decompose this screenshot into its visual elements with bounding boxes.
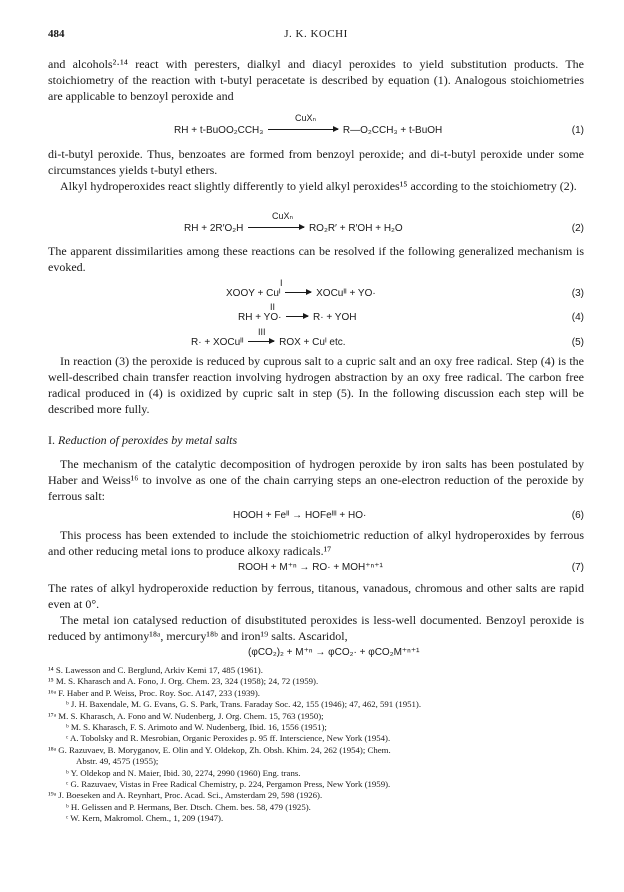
- reaction-arrow-icon: [285, 292, 311, 293]
- equation-1: [48, 113, 584, 143]
- footnote-line: ᵇ J. H. Baxendale, M. G. Evans, G. S. Park, Trans. Faraday Soc. 42, 155 (1946); 47, 462, 591 (1951).: [66, 699, 422, 710]
- footnote-line: ¹⁶ᵃ F. Haber and P. Weiss, Proc. Roy. Soc. A147, 233 (1939).: [48, 687, 260, 698]
- equation-2-right: RO₂R′ + R′OH + H₂O: [308, 223, 403, 234]
- equation-5-step: III: [258, 327, 266, 337]
- equation-3-number: (3): [571, 288, 584, 299]
- equation-3: [48, 278, 584, 302]
- equation-4-step: II: [270, 302, 276, 312]
- equation-2-number: (2): [571, 223, 584, 234]
- paragraph-9: The metal ion catalysed reduction of disubstituted peroxides is less-well documented. Benzoyl peroxide is reduced by antimony¹⁸ᵃ, mercury¹⁸ᵇ and iron¹⁹ salts. Ascaridol,: [48, 613, 584, 643]
- reaction-arrow-icon: [286, 316, 308, 317]
- paragraph-5: In reaction (3) the peroxide is reduced by cuprous salt to a cupric salt and an oxy free radical. Step (4) is the well-described chain transfer reaction involving hydrogen abstraction by an oxy free radical. The carbon free radical produced in (4) is oxidized by cupric salt in step (5). In the following discussion each step will be described more fully.: [48, 354, 584, 416]
- footnote-line: ᶜ W. Kern, Makromol. Chem., 1, 209 (1947).: [66, 813, 224, 824]
- paragraph-1: and alcohols²·¹⁴ react with peresters, dialkyl and diacyl peroxides to yield substitution products. The stoichiometry of the reaction with t-butyl peracetate is described by equation (1). Analogous stoichiometries are applicable to benzoyl peroxide and: [48, 57, 584, 103]
- footnote-line: ᵇ H. Gelissen and P. Hermans, Ber. Dtsch. Chem. bes. 58, 479 (1925).: [66, 801, 311, 812]
- equation-4-right: R· + YOH: [313, 312, 357, 323]
- equation-2-catalyst: CuXₙ: [272, 211, 294, 221]
- equation-5-number: (5): [571, 337, 584, 348]
- paragraph-7: This process has been extended to include the stoichiometric reduction of alkyl hydroperoxides by ferrous and other reducing metal ions to produce alkoxy radicals.¹⁷: [48, 528, 584, 558]
- footnote-line: ¹⁵ M. S. Kharasch and A. Fono, J. Org. Chem. 23, 324 (1958); 24, 72 (1959).: [48, 676, 319, 687]
- equation-7-text: ROOH + M⁺ⁿ → RO· + MOH⁺ⁿ⁺¹: [238, 562, 383, 573]
- section-number: I.: [48, 433, 55, 447]
- equation-3-right: XOCuᴵᴵ + YO·: [316, 288, 376, 299]
- paragraph-3: Alkyl hydroperoxides react slightly differently to yield alkyl peroxides¹⁵ according to the stoichiometry (2).: [60, 179, 577, 193]
- equation-1-right: R—O₂CCH₃ + t-BuOH: [342, 125, 443, 136]
- footnote-line: ¹⁴ S. Lawesson and C. Berglund, Arkiv Kemi 17, 485 (1961).: [48, 665, 263, 675]
- paragraph-6: The mechanism of the catalytic decomposition of hydrogen peroxide by iron salts has been postulated by Haber and Weiss¹⁶ to involve as one of the chain carrying steps an one-electron reduction of the peroxide by ferrous salt:: [48, 457, 584, 503]
- equation-2-left: RH + 2R′O₂H: [184, 223, 244, 234]
- equation-1-left: RH + t-BuOO₂CCH₃: [174, 125, 264, 136]
- running-title: J. K. KOCHI: [284, 28, 348, 40]
- equation-2: [48, 211, 584, 241]
- equation-4: [48, 302, 584, 326]
- equation-5-left: R· + XOCuᴵᴵ: [191, 337, 244, 348]
- equation-5-right: ROX + Cuᴵ etc.: [279, 337, 346, 348]
- equation-1-number: (1): [571, 125, 584, 136]
- equation-3-step: I: [280, 278, 283, 288]
- section-title: Reduction of peroxides by metal salts: [58, 433, 238, 447]
- equation-3-left: XOOY + Cuᴵ: [226, 288, 281, 299]
- equation-7-number: (7): [571, 562, 584, 573]
- footnote-line: ᶜ A. Tobolsky and R. Mesrobian, Organic Peroxides p. 95 ff. Interscience, New York (1954).: [66, 733, 391, 744]
- equation-6-number: (6): [571, 510, 584, 521]
- equation-8: [48, 647, 584, 661]
- footnote-line: Abstr. 49, 4575 (1955);: [76, 756, 159, 767]
- footnote-line: ᶜ G. Razuvaev, Vistas in Free Radical Chemistry, p. 224, Pergamon Press, New York (1959).: [66, 779, 391, 790]
- footnote-line: ¹⁷ᵃ M. S. Kharasch, A. Fono and W. Nudenberg, J. Org. Chem. 15, 763 (1950);: [48, 710, 324, 721]
- paragraph-2: di-t-butyl peroxide. Thus, benzoates are formed from benzoyl peroxide; and di-t-butyl peroxide under some circumstances yields t-butyl ethers.: [48, 147, 584, 177]
- equation-8-text: (φCO₂)₂ + M⁺ⁿ → φCO₂· + φCO₂M⁺ⁿ⁺¹: [248, 647, 420, 658]
- paragraph-4: The apparent dissimilarities among these reactions can be resolved if the following generalized mechanism is evoked.: [48, 244, 584, 274]
- page-number: 484: [48, 28, 65, 40]
- page-header: [48, 28, 584, 42]
- equation-6-text: HOOH + Feᴵᴵ → HOFeᴵᴵᴵ + HO·: [233, 510, 367, 521]
- reaction-arrow-icon: [248, 227, 304, 228]
- footnote-line: ¹⁸ᵃ G. Razuvaev, B. Moryganov, E. Olin and Y. Oldekop, Zh. Obsh. Khim. 24, 262 (1954); Chem.: [48, 744, 391, 755]
- footnote-line: ᵇ M. S. Kharasch, F. S. Arimoto and W. Nudenberg, Ibid. 16, 1556 (1951);: [66, 722, 327, 733]
- paragraph-8: The rates of alkyl hydroperoxide reduction by ferrous, titanous, vanadous, chromous and other salts are rapid even at 0°.: [48, 581, 584, 611]
- section-heading: [48, 433, 237, 448]
- footnote-line: ᵇ Y. Oldekop and N. Maier, Ibid. 30, 2274, 2990 (1960) Eng. trans.: [66, 767, 301, 778]
- equation-7: [48, 562, 584, 576]
- equation-1-catalyst: CuXₙ: [295, 113, 317, 123]
- equation-4-left: RH + YO·: [238, 312, 282, 323]
- equation-4-number: (4): [571, 312, 584, 323]
- footnote-line: ¹⁹ᵃ J. Boeseken and A. Reynhart, Proc. Acad. Sci., Amsterdam 29, 598 (1926).: [48, 790, 323, 801]
- reaction-arrow-icon: [248, 341, 274, 342]
- equation-5: [48, 327, 584, 351]
- reaction-arrow-icon: [268, 129, 338, 130]
- footnotes: [48, 665, 584, 825]
- equation-6: [48, 510, 584, 524]
